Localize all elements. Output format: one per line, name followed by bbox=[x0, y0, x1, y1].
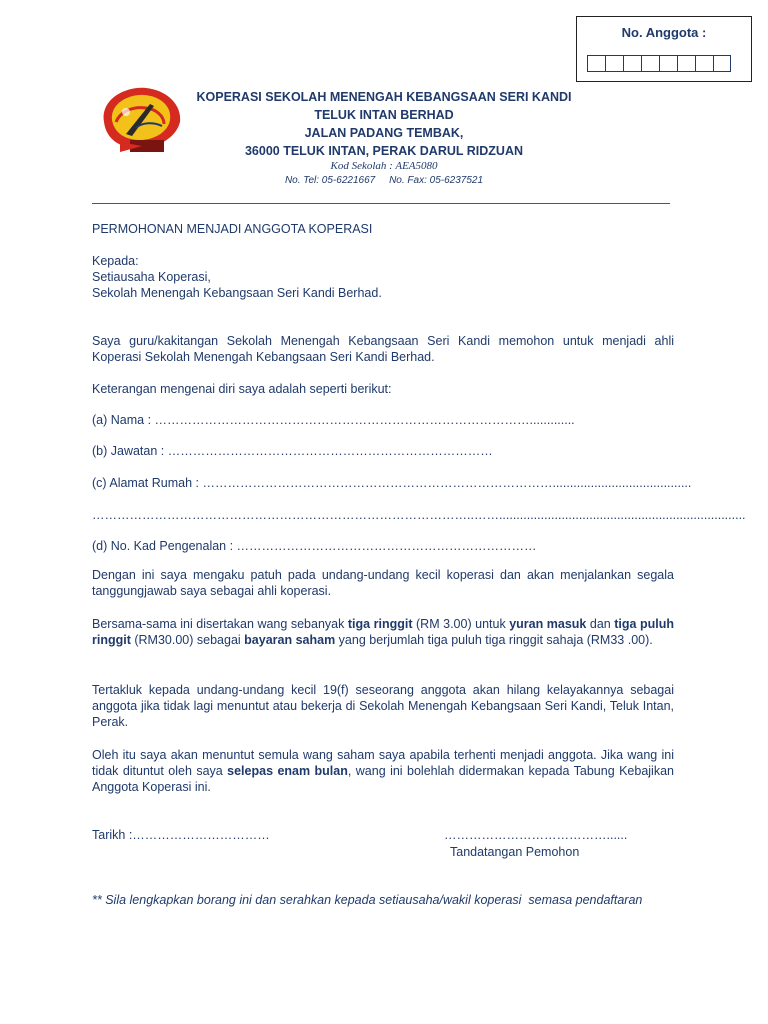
declaration-paragraph: Dengan ini saya mengaku patuh pada undang-undang kecil koperasi dan akan menjalankan segala tanggungjawab saya sebagai ahli koperasi. bbox=[92, 568, 674, 598]
member-number-cell[interactable] bbox=[713, 55, 731, 72]
school-logo-emblem-icon bbox=[96, 82, 186, 156]
share-payment-label: bayaran saham bbox=[244, 633, 336, 647]
member-number-cells[interactable] bbox=[587, 55, 731, 72]
address-field-line2[interactable]: ………………………………………………………………………………..……....................................................................... bbox=[92, 508, 746, 522]
member-number-cell[interactable] bbox=[695, 55, 713, 72]
member-number-cell[interactable] bbox=[587, 55, 605, 72]
addressee-block bbox=[92, 253, 382, 301]
payment-text: (RM30.00) sebagai bbox=[130, 633, 245, 647]
org-name: KOPERASI SEKOLAH MENENGAH KEBANGSAAN SERI KANDI bbox=[196, 90, 572, 104]
footer-note: ** Sila lengkapkan borang ini dan serahkan kepada setiausaha/wakil koperasi semasa pendaftaran bbox=[92, 893, 643, 907]
addressee-label: Kepada: bbox=[92, 254, 139, 268]
org-address-line1: JALAN PADANG TEMBAK, bbox=[304, 126, 464, 140]
payment-text: Bersama-sama ini disertakan wang sebanyak bbox=[92, 617, 348, 631]
signature-label: Tandatangan Pemohon bbox=[450, 845, 580, 859]
member-number-box bbox=[576, 16, 752, 82]
payment-text: dan bbox=[586, 617, 615, 631]
payment-paragraph bbox=[92, 616, 674, 648]
member-number-cell[interactable] bbox=[659, 55, 677, 72]
header-divider bbox=[92, 203, 670, 204]
refund-period: selepas enam bulan bbox=[227, 764, 348, 778]
application-paragraph: Saya guru/kakitangan Sekolah Menengah Kebangsaan Seri Kandi memohon untuk menjadi ahli Koperasi Sekolah Menengah Kebangsaan Seri Kandi Berhad. bbox=[92, 334, 674, 364]
details-intro: Keterangan mengenai diri saya adalah seperti berikut: bbox=[92, 382, 392, 396]
contact-line: No. Tel: 05-6221667 No. Fax: 05-6237521 bbox=[284, 175, 484, 186]
payment-text: (RM 3.00) untuk bbox=[412, 617, 510, 631]
addressee-line1: Setiausaha Koperasi, bbox=[92, 270, 211, 284]
refund-paragraph bbox=[92, 747, 674, 795]
member-number-cell[interactable] bbox=[623, 55, 641, 72]
name-field[interactable]: (a) Nama : ………………………………………………………………………………............. bbox=[92, 413, 575, 427]
refund-text: , wang ini bolehlah didermakan kepada Tabung Kebajikan Anggota Koperasi ini. bbox=[92, 764, 674, 794]
refund-text: Oleh itu saya akan menuntut semula wang saham saya apabila terhenti menjadi anggota. Jika wang ini tidak dituntut oleh saya bbox=[92, 748, 674, 778]
entry-fee-label: yuran masuk bbox=[509, 617, 587, 631]
position-field[interactable]: (b) Jawatan : …………………………………………………………………… bbox=[92, 444, 493, 458]
payment-text: yang berjumlah tiga puluh tiga ringgit sahaja (RM33 .00). bbox=[335, 633, 653, 647]
date-field[interactable]: Tarikh :…………………………… bbox=[92, 828, 270, 842]
org-name-line2: TELUK INTAN BERHAD bbox=[314, 108, 454, 122]
address-field[interactable]: (c) Alamat Rumah : …………………………………………………………………………........................................ bbox=[92, 476, 692, 490]
payment-amount-share: tiga puluh ringgit bbox=[92, 617, 674, 647]
member-number-cell[interactable] bbox=[605, 55, 623, 72]
member-number-cell[interactable] bbox=[641, 55, 659, 72]
signature-field[interactable]: …………………………………...... bbox=[444, 828, 628, 842]
member-number-label: No. Anggota : bbox=[621, 25, 707, 40]
letterhead bbox=[184, 88, 584, 189]
member-number-cell[interactable] bbox=[677, 55, 695, 72]
form-title: PERMOHONAN MENJADI ANGGOTA KOPERASI bbox=[92, 222, 373, 236]
school-code: Kod Sekolah : AEA5080 bbox=[330, 160, 438, 172]
school-logo bbox=[96, 82, 186, 156]
ic-number-field[interactable]: (d) No. Kad Pengenalan : ……………………………………………………………… bbox=[92, 539, 537, 553]
org-address-line2: 36000 TELUK INTAN, PERAK DARUL RIDZUAN bbox=[244, 144, 524, 158]
addressee-line2: Sekolah Menengah Kebangsaan Seri Kandi Berhad. bbox=[92, 286, 382, 300]
bylaw-paragraph: Tertakluk kepada undang-undang kecil 19(f) seseorang anggota akan hilang kelayakannya sebagai anggota jika tidak lagi menuntut atau bekerja di Sekolah Menengah Kebangsaan Seri Kandi, Teluk Intan, Perak. bbox=[92, 683, 674, 729]
payment-amount-entry: tiga ringgit bbox=[347, 617, 413, 631]
